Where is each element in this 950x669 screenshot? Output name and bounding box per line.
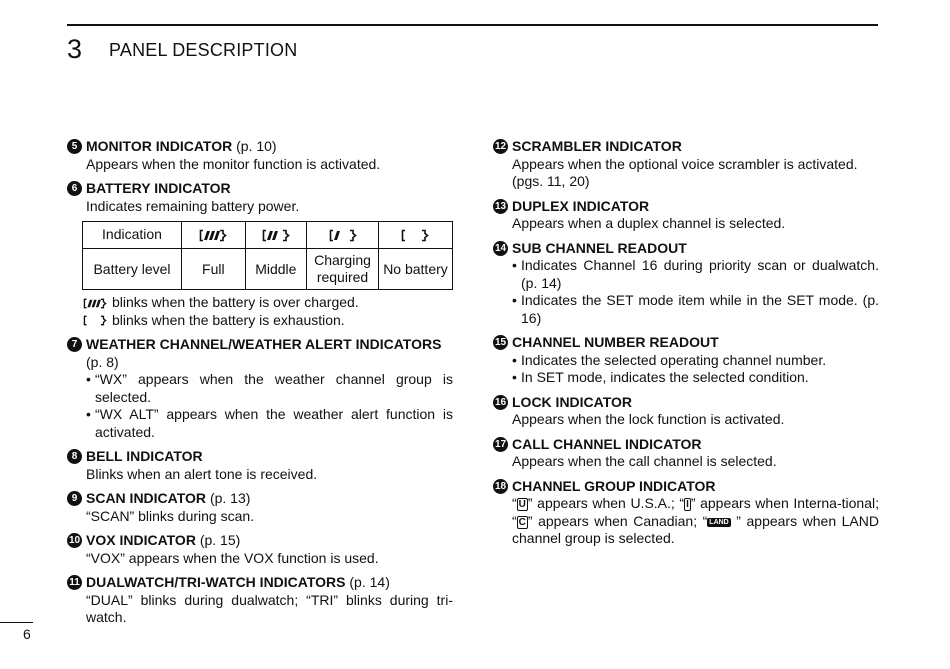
- item-title: SUB CHANNEL READOUT: [512, 239, 687, 256]
- canadian-group-icon: C: [518, 516, 526, 528]
- item-number-badge: 18: [494, 480, 507, 492]
- note-text: blinks when the battery is exhaustion.: [112, 311, 345, 328]
- item-title: SCAN INDICATOR: [86, 490, 207, 506]
- item-title: DUPLEX INDICATOR: [512, 197, 650, 214]
- item-description: Blinks when an alert tone is received.: [86, 465, 318, 482]
- item-description: “VOX” appears when the VOX function is used.: [86, 549, 379, 566]
- chapter-title: PANEL DESCRIPTION: [109, 40, 298, 60]
- item-vox-indicator: [67, 532, 453, 567]
- item-title: MONITOR INDICATOR: [86, 138, 233, 154]
- bullet-item: • Indicates the selected operating channel number.: [512, 352, 879, 370]
- page-reference: (p. 10): [236, 138, 277, 154]
- bullet-item: • “WX” appears when the weather channel group is selected.: [86, 371, 453, 406]
- bullet-item: • In SET mode, indicates the selected condition.: [512, 369, 879, 387]
- item-number-badge: 16: [494, 396, 507, 408]
- battery-empty-icon: [378, 222, 452, 249]
- page-reference: (p. 15): [199, 532, 241, 548]
- item-title: CHANNEL GROUP INDICATOR: [512, 477, 716, 494]
- battery-level-table: [82, 221, 453, 290]
- item-sub-channel-readout: [493, 240, 879, 328]
- item-number-badge: 5: [67, 139, 82, 154]
- battery-level-cell: No battery: [378, 249, 452, 290]
- battery-level-cell: Full: [181, 249, 245, 290]
- item-title: CALL CHANNEL INDICATOR: [512, 435, 702, 452]
- page-reference: (p. 14): [349, 574, 390, 590]
- battery-low-icon: [307, 222, 379, 249]
- page-reference: (p. 8): [86, 353, 119, 370]
- bullet-item: • “WX ALT” appears when the weather alert function is activated.: [86, 406, 453, 441]
- item-title: VOX INDICATOR: [86, 532, 196, 548]
- item-description: “DUAL” blinks during dualwatch; “TRI” blinks during tri-watch.: [86, 591, 453, 625]
- battery-level-cell: Charging required: [307, 249, 379, 290]
- item-title: BATTERY INDICATOR: [86, 180, 231, 196]
- battery-middle-icon: [245, 222, 306, 249]
- left-column: [67, 138, 453, 634]
- item-number-badge: 17: [494, 438, 507, 450]
- item-channel-group-indicator: [493, 478, 879, 548]
- international-group-icon: I: [686, 499, 689, 510]
- item-description: Appears when a duplex channel is selected.: [512, 215, 786, 231]
- battery-level-cell: Middle: [245, 249, 306, 290]
- header-rule: [67, 24, 878, 26]
- note-text: blinks when the battery is over charged.: [112, 294, 359, 310]
- item-title: DUALWATCH/TRI-WATCH INDICATORS: [86, 574, 346, 590]
- item-description: Appears when the monitor function is activated.: [86, 155, 381, 172]
- item-dualwatch-indicators: [67, 574, 453, 627]
- item-title: WEATHER CHANNEL/WEATHER ALERT INDICATORS: [86, 336, 442, 352]
- item-title: LOCK INDICATOR: [512, 393, 633, 410]
- item-title: BELL INDICATOR: [86, 448, 203, 464]
- item-title: SCRAMBLER INDICATOR: [512, 138, 682, 154]
- item-description: “ U ” appears when U.S.A.; “ I ” appears when Interna-tional; “ C ” appears when Canadian; “ LAND ” appears when LAND channel group is selected.: [512, 495, 879, 546]
- item-description: Indicates remaining battery power.: [86, 197, 300, 214]
- bullet-item: • Indicates the SET mode item while in the SET mode. (p. 16): [512, 292, 879, 327]
- table-row-label: Battery level: [83, 249, 182, 290]
- battery-full-icon: [82, 298, 108, 309]
- item-number-badge: 8: [67, 449, 82, 464]
- chapter-number: 3: [67, 34, 83, 64]
- item-call-channel-indicator: [493, 436, 879, 471]
- battery-empty-icon: [82, 315, 108, 326]
- table-row-label: Indication: [83, 222, 182, 249]
- item-monitor-indicator: [67, 138, 453, 173]
- item-battery-indicator: [67, 180, 453, 329]
- item-description: Appears when the lock function is activated.: [512, 411, 785, 427]
- item-number-badge: 13: [494, 200, 507, 212]
- item-title: CHANNEL NUMBER READOUT: [512, 334, 719, 350]
- item-channel-number-readout: [493, 334, 879, 387]
- right-column: [493, 138, 879, 555]
- item-description: Appears when the call channel is selected.: [512, 453, 777, 469]
- footer-rule: [0, 622, 33, 623]
- item-description: Appears when the optional voice scrambler is activated. (pgs. 11, 20): [512, 155, 858, 189]
- battery-note-empty: [67, 312, 453, 330]
- item-number-badge: 7: [67, 337, 82, 352]
- item-number-badge: 11: [67, 575, 82, 590]
- item-lock-indicator: [493, 394, 879, 429]
- item-duplex-indicator: [493, 198, 879, 233]
- page-number: 6: [23, 626, 31, 642]
- item-number-badge: 9: [67, 491, 82, 506]
- land-group-icon: LAND: [709, 518, 729, 526]
- bullet-item: • Indicates Channel 16 during priority scan or dualwatch. (p. 14): [512, 257, 879, 292]
- item-number-badge: 15: [494, 337, 507, 348]
- battery-note-full: [67, 294, 453, 312]
- item-number-badge: 6: [67, 181, 82, 196]
- usa-group-icon: U: [518, 499, 526, 510]
- item-number-badge: 14: [494, 242, 507, 254]
- page-reference: (p. 13): [209, 490, 251, 506]
- item-scan-indicator: [67, 490, 453, 525]
- item-number-badge: 10: [68, 535, 81, 546]
- item-description: “SCAN” blinks during scan.: [86, 507, 255, 524]
- item-number-badge: 12: [494, 141, 507, 152]
- item-scrambler-indicator: [493, 138, 879, 191]
- item-bell-indicator: [67, 448, 453, 483]
- battery-full-icon: [181, 222, 245, 249]
- item-weather-indicators: [67, 336, 453, 441]
